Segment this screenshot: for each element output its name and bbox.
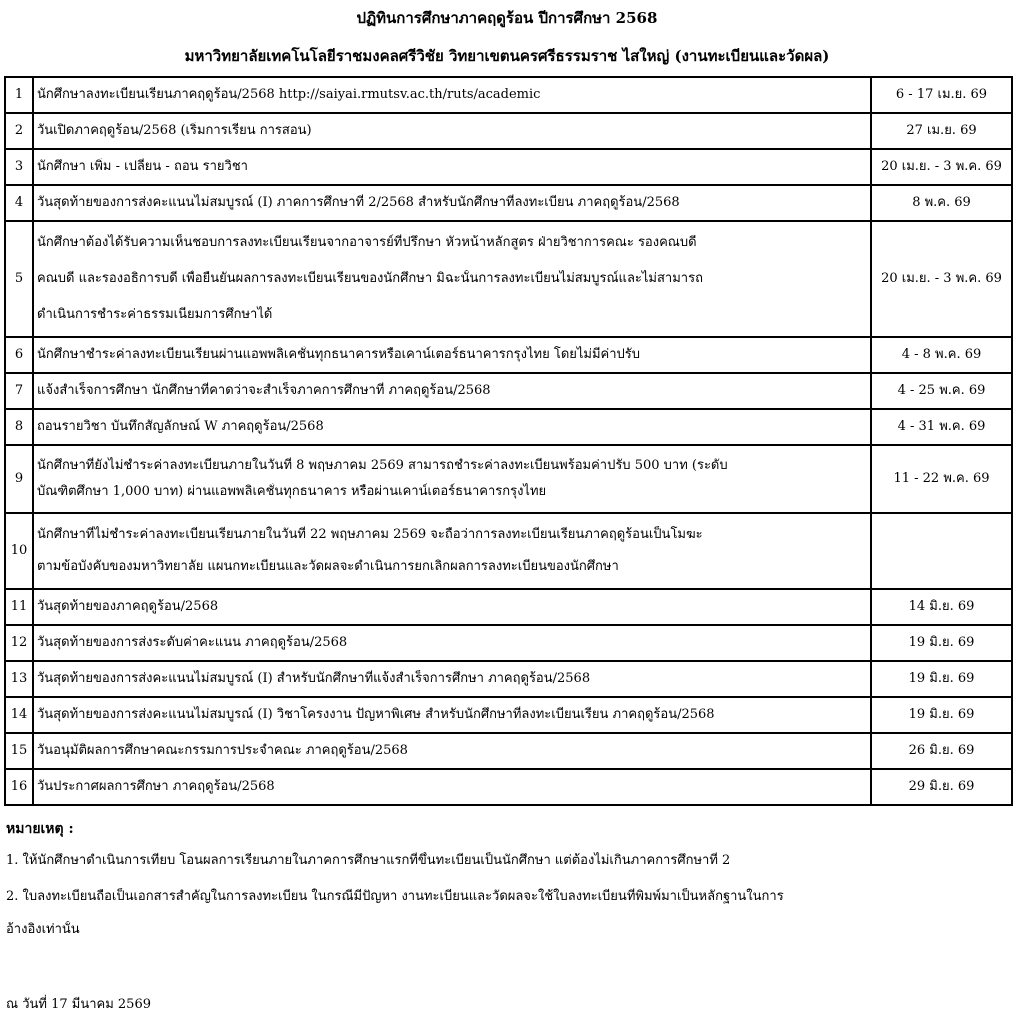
description-line: คณบดี และรองอธิการบดี เพื่อยืนยันผลการลงทะเบียนเรียนของนักศึกษา มิฉะนั้นการลงทะเบียนไม่สมบูรณ์และไม่สามารถ [37,271,703,286]
note-line: อ้างอิงเท่านั้น [6,922,80,937]
row-date: 20 เม.ย. - 3 พ.ค. 69 [871,149,1012,185]
row-date: 19 มิ.ย. 69 [871,697,1012,733]
description-line: ตามข้อบังคับของมหาวิทยาลัย แผนกทะเบียนและวัดผลจะดำเนินการยกเลิกผลการลงทะเบียนของนักศึกษา [37,559,619,574]
row-description [33,625,871,661]
row-number: 1 [5,77,33,113]
description-line: นักศึกษา เพิ่ม - เปลี่ยน - ถอน รายวิชา [37,159,248,174]
description-line: วันสุดท้ายของการส่งคะแนนไม่สมบูรณ์ (I) วิชาโครงงาน ปัญหาพิเศษ สำหรับนักศึกษาที่ลงทะเบียนเรียน ภาคฤดูร้อน/2568 [37,707,715,722]
note-line: 2. ใบลงทะเบียนถือเป็นเอกสารสำคัญในการลงทะเบียน ในกรณีมีปัญหา งานทะเบียนและวัดผลจะใช้ใบลงทะเบียนที่พิมพ์มาเป็นหลักฐานในการ [6,889,784,904]
row-number: 7 [5,373,33,409]
table-row [5,409,1012,445]
table-row [5,373,1012,409]
description-line: บัณฑิตศึกษา 1,000 บาท) ผ่านแอพพลิเคชั่นทุกธนาคาร หรือผ่านเคาน์เตอร์ธนาคารกรุงไทย [37,484,547,499]
row-description [33,113,871,149]
table-row [5,113,1012,149]
row-date: 8 พ.ค. 69 [871,185,1012,221]
row-date: 19 มิ.ย. 69 [871,661,1012,697]
table-row [5,221,1012,337]
table-row [5,697,1012,733]
row-number: 10 [5,513,33,589]
table-row [5,445,1012,513]
row-number: 6 [5,337,33,373]
note-item [6,888,1006,939]
description-line: นักศึกษาชำระค่าลงทะเบียนเรียนผ่านแอพพลิเคชั่นทุกธนาคารหรือเคาน์เตอร์ธนาคารกรุงไทย โดยไม่มีค่าปรับ [37,347,641,362]
row-number: 3 [5,149,33,185]
table-row [5,185,1012,221]
description-line: วันสุดท้ายของการส่งระดับค่าคะแนน ภาคฤดูร้อน/2568 [37,635,348,650]
description-line: นักศึกษาลงทะเบียนเรียนภาคฤดูร้อน/2568 http://saiyai.rmutsv.ac.th/ruts/academic [37,87,541,102]
row-description [33,149,871,185]
table-row [5,625,1012,661]
row-description [33,409,871,445]
row-description [33,77,871,113]
description-line: วันสุดท้ายของการส่งคะแนนไม่สมบูรณ์ (I) สำหรับนักศึกษาที่แจ้งสำเร็จการศึกษา ภาคฤดูร้อน/2568 [37,671,591,686]
row-date: 27 เม.ย. 69 [871,113,1012,149]
row-description [33,661,871,697]
table-row [5,149,1012,185]
table-row [5,77,1012,113]
table-row [5,661,1012,697]
row-description [33,337,871,373]
row-description [33,221,871,337]
row-date: 26 มิ.ย. 69 [871,733,1012,769]
row-number: 5 [5,221,33,337]
row-number: 4 [5,185,33,221]
row-date: 11 - 22 พ.ค. 69 [871,445,1012,513]
row-description [33,373,871,409]
description-line: นักศึกษาต้องได้รับความเห็นชอบการลงทะเบียนเรียนจากอาจารย์ที่ปรึกษา หัวหน้าหลักสูตร ฝ่ายวิชาการคณะ รองคณบดี [37,235,697,250]
row-number: 12 [5,625,33,661]
row-date: 19 มิ.ย. 69 [871,625,1012,661]
description-line: แจ้งสำเร็จการศึกษา นักศึกษาที่คาดว่าจะสำเร็จภาคการศึกษาที่ ภาคฤดูร้อน/2568 [37,383,491,398]
row-number: 11 [5,589,33,625]
page-subtitle: มหาวิทยาลัยเทคโนโลยีราชมงคลศรีวิชัย วิทยาเขตนครศรีธรรมราช ไสใหญ่ (งานทะเบียนและวัดผล) [184,47,830,65]
description-line: วันเปิดภาคฤดูร้อน/2568 (เริ่มการเรียน การสอน) [37,123,312,138]
row-description [33,697,871,733]
row-description [33,513,871,589]
description-line: นักศึกษาที่ยังไม่ชำระค่าลงทะเบียนภายในวันที่ 8 พฤษภาคม 2569 สามารถชำระค่าลงทะเบียนพร้อมค่าปรับ 500 บาท (ระดับ [37,458,728,473]
page-title: ปฏิทินการศึกษาภาคฤดูร้อน ปีการศึกษา 2568 [356,9,658,27]
description-line: วันประกาศผลการศึกษา ภาคฤดูร้อน/2568 [37,779,275,794]
row-description [33,733,871,769]
row-date: 14 มิ.ย. 69 [871,589,1012,625]
description-line: วันอนุมัติผลการศึกษาคณะกรรมการประจำคณะ ภาคฤดูร้อน/2568 [37,743,408,758]
description-line: ถอนรายวิชา บันทึกสัญลักษณ์ W ภาคฤดูร้อน/2568 [37,419,324,434]
issue-date: ณ วันที่ 17 มีนาคม 2569 [6,997,151,1012]
table-row [5,589,1012,625]
note-line: 1. ให้นักศึกษาดำเนินการเทียบ โอนผลการเรียนภายในภาคการศึกษาแรกที่ขึ้นทะเบียนเป็นนักศึกษา แต่ต้องไม่เกินภาคการศึกษาที่ 2 [6,853,731,868]
row-description [33,769,871,805]
table-row [5,769,1012,805]
row-date: 4 - 8 พ.ค. 69 [871,337,1012,373]
row-number: 9 [5,445,33,513]
row-number: 16 [5,769,33,805]
row-number: 14 [5,697,33,733]
description-line: นักศึกษาที่ไม่ชำระค่าลงทะเบียนเรียนภายในวันที่ 22 พฤษภาคม 2569 จะถือว่าการลงทะเบียนเรียนภาคฤดูร้อนเป็นโมฆะ [37,527,703,542]
description-line: วันสุดท้ายของภาคฤดูร้อน/2568 [37,599,219,614]
notes-heading: หมายเหตุ : [6,821,74,837]
row-number: 2 [5,113,33,149]
row-date: 4 - 31 พ.ค. 69 [871,409,1012,445]
table-row [5,337,1012,373]
row-date: 4 - 25 พ.ค. 69 [871,373,1012,409]
row-number: 15 [5,733,33,769]
row-date: 6 - 17 เม.ย. 69 [871,77,1012,113]
description-line: วันสุดท้ายของการส่งคะแนนไม่สมบูรณ์ (I) ภาคการศึกษาที่ 2/2568 สำหรับนักศึกษาที่ลงทะเบียน ภาคฤดูร้อน/2568 [37,195,680,210]
row-date: 29 มิ.ย. 69 [871,769,1012,805]
row-number: 13 [5,661,33,697]
row-number: 8 [5,409,33,445]
row-date [871,513,1012,589]
row-description [33,589,871,625]
note-item [6,852,1006,870]
row-description [33,185,871,221]
calendar-table [4,76,1013,806]
table-row [5,513,1012,589]
description-line: ดำเนินการชำระค่าธรรมเนียมการศึกษาได้ [37,307,273,322]
table-row [5,733,1012,769]
row-date: 20 เม.ย. - 3 พ.ค. 69 [871,221,1012,337]
row-description [33,445,871,513]
